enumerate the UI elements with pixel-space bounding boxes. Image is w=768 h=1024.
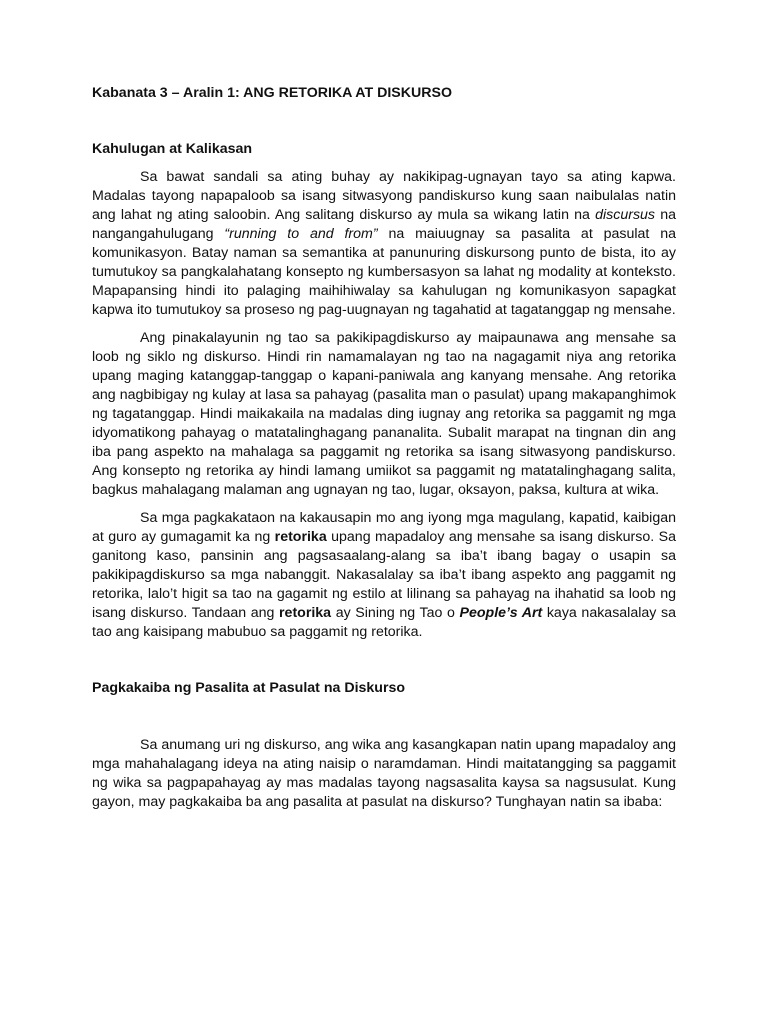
paragraph-text: ay Sining ng Tao o (331, 605, 460, 621)
paragraph-text: Sa bawat sandali sa ating buhay ay nakikipag-ugnayan tayo sa ating kapwa. Madalas tayong napapaloob sa isang sitwasyong pandiskurso kung saan naibulalas natin ang lahat ng ating saloobin. Ang salitang diskurso ay mula sa wikang latin na (92, 169, 676, 223)
bold-italic-peoples-art (460, 605, 543, 621)
paragraph-4: Sa anumang uri ng diskurso, ang wika ang kasangkapan natin upang mapadaloy ang mga mahahalagang ideya na ating naisip o naramdaman. Hindi maitatangging sa paggamit ng wika sa pagpapahayag ay mas madalas tayong nagsasalita kaysa sa nagsusulat. Kung gayon, may pagkakaiba ba ang pasalita at pasulat na diskurso? Tunghayan natin sa ibaba: (92, 737, 676, 810)
section-heading-kahulugan: Kahulugan at Kalikasan (92, 141, 253, 157)
paragraph-text: na nangangahulugang (92, 207, 676, 242)
paragraph-text: na maiuugnay sa pasalita at pasulat na komunikasyon. Batay naman sa semantika at panunuring diskursong punto de bista, ito ay tumutukoy sa pangkalahatang konsepto ng kumbersasyon sa lahat ng modality at konteksto. Mapapansing hindi ito palaging maihihiwalay sa kahulugan ng komunikasyon sapagkat kapwa ito tumutukoy sa proseso ng pag-uugnayan ng tagahatid at tagatanggap ng mensahe. (92, 226, 677, 318)
paragraph-text: kaya nakasalalay sa tao ang kaisipang mabubuo sa paggamit ng retorika. (92, 605, 676, 640)
latin-term: discursus (595, 207, 656, 223)
paragraph-text: Sa mga pagkakataon na kakausapin mo ang iyong mga magulang, kapatid, kaibigan at guro ay gumagamit ka ng (92, 510, 676, 545)
quoted-meaning: “running to and from” (224, 226, 378, 242)
paragraph-3 (92, 509, 676, 642)
paragraph-text: upang mapadaloy ang mensahe sa isang diskurso. Sa ganitong kaso, pansinin ang pagsasaalang-alang sa iba’t ibang bagay o usapin sa pakikipagdiskurso sa mga nabanggit. Nakasalalay sa iba’t ibang aspekto ang paggamit ng retorika, lalo’t higit sa tao na gagamit ng estilo at lilinang sa pahayag na ihahatid sa loob ng isang diskurso. Tandaan ang (92, 529, 676, 621)
section-heading-pagkakaiba: Pagkakaiba ng Pasalita at Pasulat na Diskurso (92, 680, 406, 696)
paragraph-2: Ang pinakalayunin ng tao sa pakikipagdiskurso ay maipaunawa ang mensahe sa loob ng siklo ng diskurso. Hindi rin namamalayan ng tao na nagagamit niya ang retorika upang maging katanggap-tanggap o kapani-paniwala ang kanyang mensahe. Ang retorika ang nagbibigay ng kulay at lasa sa pahayag (pasalita man o pasulat) upang makapanghimok ng tagatanggap. Hindi maikakaila na madalas ding iugnay ang retorika sa paggamit ng mga idyomatikong pahayag o matatalinghagang pananalita. Subalit marapat na tingnan din ang iba pang aspekto na mahalaga sa paggamit ng retorika sa isang sitwasyong pandiskurso. Ang konsepto ng retorika ay hindi lamang umiikot sa paggamit ng matatalinghagang salita, bagkus mahalagang malaman ang ugnayan ng tao, lugar, oksayon, paksa, kultura at wika. (92, 330, 676, 498)
peoples-art-term: People’s Art (459, 605, 543, 621)
chapter-title: Kabanata 3 – Aralin 1: ANG RETORIKA AT DISKURSO (92, 85, 452, 101)
bold-term-retorika: retorika (274, 529, 327, 545)
bold-term-retorika: retorika (279, 605, 332, 621)
paragraph-1 (92, 168, 676, 320)
